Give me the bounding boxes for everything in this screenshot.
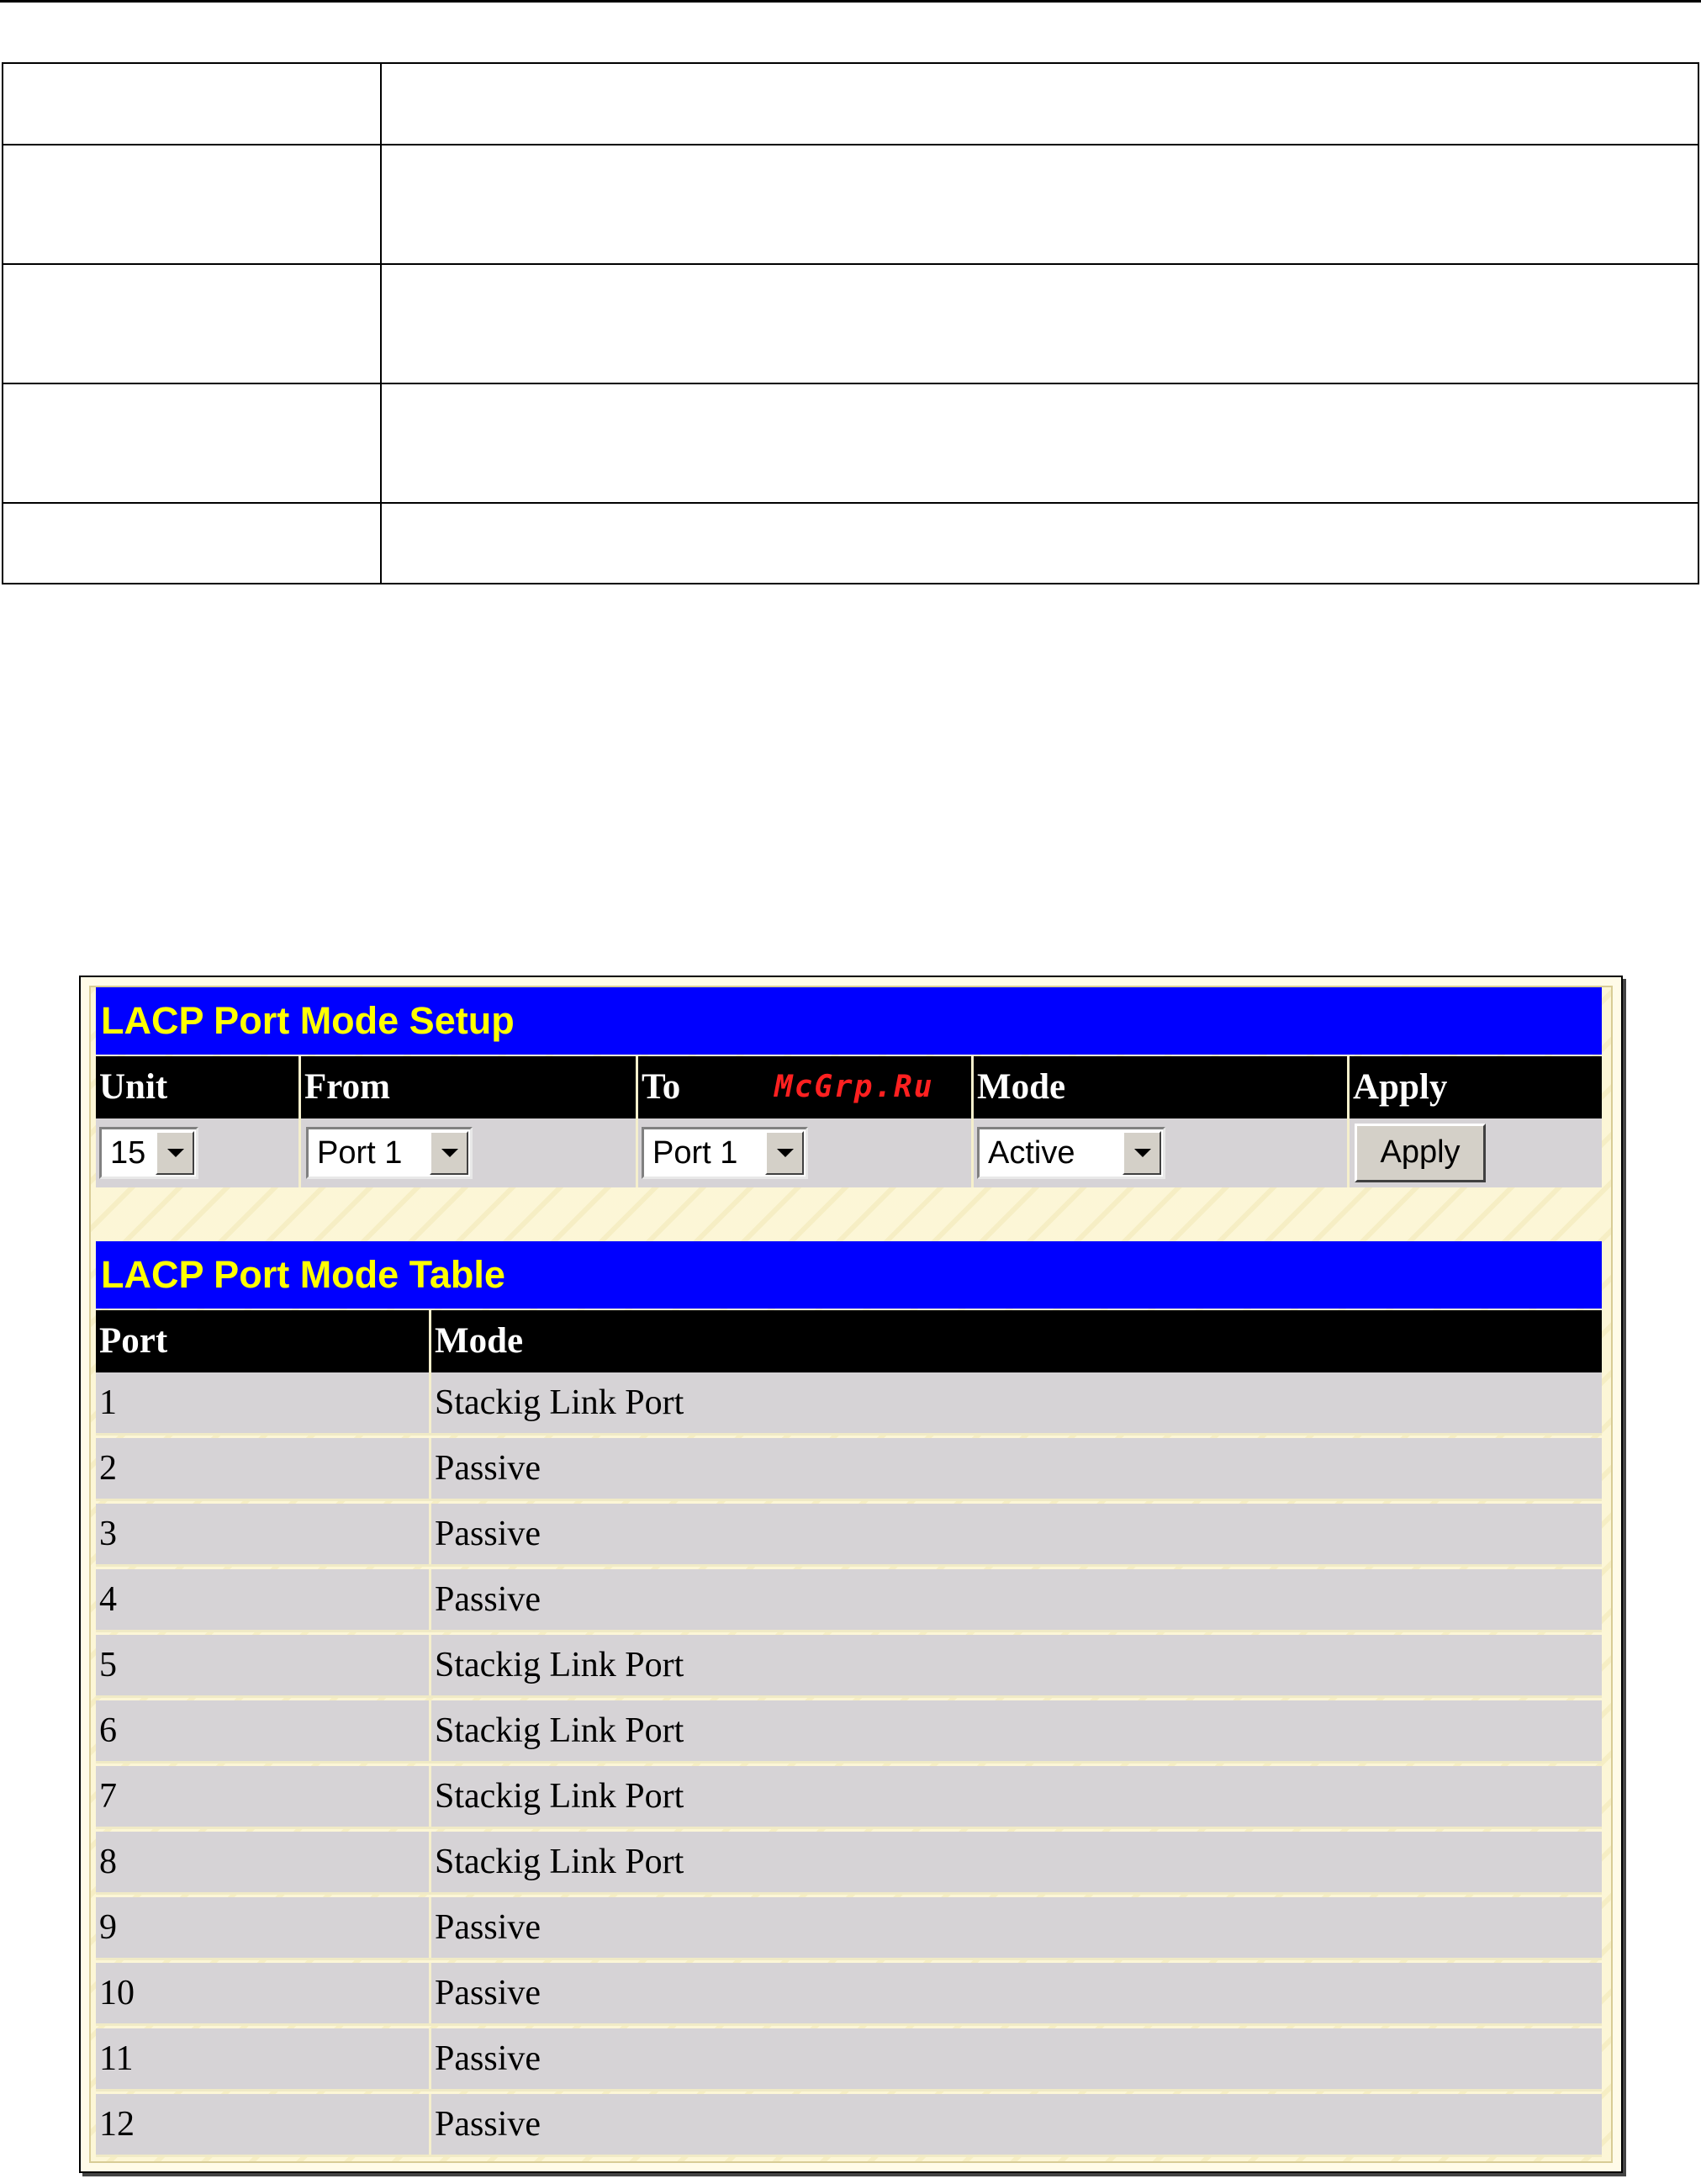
apply-button[interactable]: Apply <box>1355 1124 1486 1182</box>
mode-cell: Stackig Link Port <box>435 1383 684 1422</box>
mode-cell: Stackig Link Port <box>435 1646 684 1684</box>
mode-cell: Passive <box>435 1449 541 1488</box>
doc-cell <box>381 63 1698 145</box>
doc-cell <box>3 63 381 145</box>
mode-cell: Passive <box>435 1580 541 1619</box>
table-row <box>96 1766 1602 1829</box>
table-row <box>96 1897 1602 1960</box>
to-cell <box>638 1118 974 1187</box>
header-unit: Unit <box>96 1056 301 1118</box>
watermark-text: McGrp.Ru <box>774 1070 934 1104</box>
unit-cell <box>96 1118 301 1187</box>
port-cell: 5 <box>96 1635 431 1695</box>
table-row <box>96 1700 1602 1764</box>
table-row <box>96 1504 1602 1567</box>
table-row <box>96 2094 1602 2157</box>
unit-select-value: 15 <box>110 1135 146 1171</box>
table-header-row <box>96 1310 1602 1372</box>
page-top-rule <box>0 0 1701 3</box>
doc-cell <box>381 383 1698 503</box>
table-row <box>96 1963 1602 2026</box>
mode-cell: Passive <box>435 1515 541 1553</box>
doc-cell <box>3 264 381 383</box>
table-title: LACP Port Mode Table <box>96 1241 1602 1309</box>
table-row <box>96 1438 1602 1501</box>
mode-cell: Passive <box>435 1974 541 2012</box>
header-from: From <box>301 1056 638 1118</box>
from-cell <box>301 1118 638 1187</box>
doc-cell <box>381 503 1698 584</box>
chevron-down-icon[interactable] <box>765 1131 804 1175</box>
doc-cell <box>381 145 1698 264</box>
header-mode: Mode <box>974 1056 1350 1118</box>
mode-select[interactable] <box>977 1127 1165 1179</box>
mode-cell: Stackig Link Port <box>435 1843 684 1881</box>
header-to-label: To <box>642 1067 681 1107</box>
lacp-screenshot-frame <box>79 976 1623 2173</box>
unit-select[interactable] <box>99 1127 198 1179</box>
setup-title: LACP Port Mode Setup <box>96 987 1602 1055</box>
mode-cell: Passive <box>435 1908 541 1947</box>
port-cell: 7 <box>96 1766 431 1827</box>
chevron-down-icon[interactable] <box>430 1131 468 1175</box>
mode-cell: Passive <box>435 2105 541 2144</box>
mode-cell <box>974 1118 1350 1187</box>
header-port: Port <box>96 1310 431 1372</box>
mode-cell: Stackig Link Port <box>435 1777 684 1816</box>
mode-cell: Passive <box>435 2039 541 2078</box>
doc-cell <box>381 264 1698 383</box>
port-cell: 9 <box>96 1897 431 1958</box>
mode-select-value: Active <box>988 1135 1075 1171</box>
header-to <box>638 1056 974 1118</box>
header-port-mode: Mode <box>435 1321 524 1361</box>
mode-cell: Stackig Link Port <box>435 1711 684 1750</box>
table-row <box>96 2028 1602 2091</box>
setup-header-row <box>96 1056 1602 1118</box>
header-apply: Apply <box>1353 1067 1448 1107</box>
port-cell: 2 <box>96 1438 431 1499</box>
port-cell: 8 <box>96 1832 431 1892</box>
apply-cell <box>1350 1118 1602 1187</box>
from-select-value: Port 1 <box>317 1135 403 1171</box>
port-cell: 6 <box>96 1700 431 1761</box>
to-port-select[interactable] <box>642 1127 808 1179</box>
doc-cell <box>3 503 381 584</box>
table-row <box>96 1569 1602 1632</box>
doc-cell <box>3 383 381 503</box>
port-cell: 1 <box>96 1372 431 1433</box>
port-cell: 10 <box>96 1963 431 2023</box>
port-cell: 4 <box>96 1569 431 1630</box>
port-cell: 11 <box>96 2028 431 2089</box>
document-table <box>2 62 1699 584</box>
table-row <box>96 1635 1602 1698</box>
table-row <box>96 1372 1602 1436</box>
port-cell: 3 <box>96 1504 431 1564</box>
from-port-select[interactable] <box>306 1127 473 1179</box>
chevron-down-icon[interactable] <box>1123 1131 1161 1175</box>
lacp-panel <box>89 986 1613 2163</box>
setup-controls-row <box>96 1118 1602 1187</box>
table-row <box>96 1832 1602 1895</box>
to-select-value: Port 1 <box>652 1135 738 1171</box>
doc-cell <box>3 145 381 264</box>
chevron-down-icon[interactable] <box>156 1131 194 1175</box>
port-cell: 12 <box>96 2094 431 2155</box>
